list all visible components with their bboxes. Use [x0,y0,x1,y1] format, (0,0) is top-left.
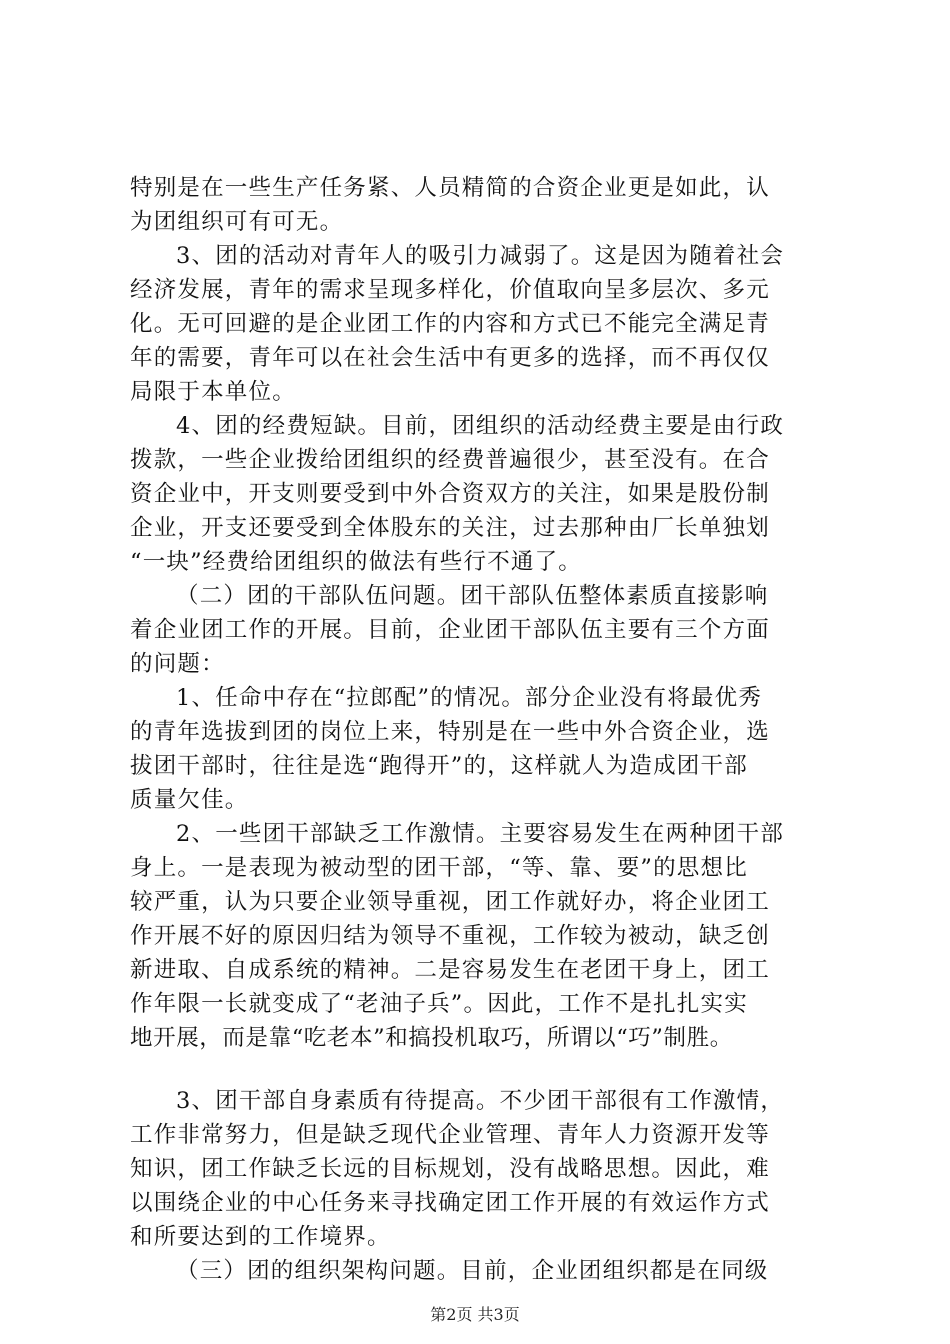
text-line: （三）团的组织架构问题。目前，企业团组织都是在同级 [176,1258,769,1284]
text-line: 着企业团工作的开展。目前，企业团干部队伍主要有三个方面 [130,617,770,643]
text-line: 工作非常努力，但是缺乏现代企业管理、青年人力资源开发等 [130,1122,770,1148]
text-line: 地开展，而是靠“吃老本”和搞投机取巧，所谓以“巧”制胜。 [130,1025,733,1051]
text-line: 企业，开支还要受到全体股东的关注，过去那种由厂长单独划 [130,515,770,541]
text-line: 质量欠佳。 [130,787,249,813]
text-line: 拨款，一些企业拨给团组织的经费普遍很少，甚至没有。在合 [130,447,770,473]
text-line: 化。无可回避的是企业团工作的内容和方式已不能完全满足青 [130,311,770,337]
text-line: 资企业中，开支则要受到中外合资双方的关注，如果是股份制 [130,481,770,507]
text-line: 1、任命中存在“拉郎配”的情况。部分企业没有将最优秀 [176,685,763,711]
text-line: 3、团干部自身素质有待提高。不少团干部很有工作激情， [176,1088,785,1114]
text-line: 作开展不好的原因归结为领导不重视，工作较为被动，缺乏创 [130,923,770,949]
text-line: 年的需要，青年可以在社会生活中有更多的选择，而不再仅仅 [130,345,770,371]
text-line: 经济发展，青年的需求呈现多样化，价值取向呈多层次、多元 [130,277,770,303]
text-line: 的问题： [130,651,225,677]
text-line: 4、团的经费短缺。目前，团组织的活动经费主要是由行政 [176,413,785,439]
text-line: 身上。一是表现为被动型的团干部，“等、靠、要”的思想比 [130,855,748,881]
text-line: 作年限一长就变成了“老油子兵”。因此，工作不是扎扎实实 [130,991,748,1017]
text-line: 为团组织可有可无。 [130,209,344,235]
text-line: 以围绕企业的中心任务来寻找确定团工作开展的有效运作方式 [130,1190,770,1216]
text-line: 3、团的活动对青年人的吸引力减弱了。这是因为随着社会 [176,243,785,269]
text-line: “一块”经费给团组织的做法有些行不通了。 [130,549,583,575]
text-line: 2、一些团干部缺乏工作激情。主要容易发生在两种团干部 [176,821,785,847]
text-line: 新进取、自成系统的精神。二是容易发生在老团干身上，团工 [130,957,770,983]
text-line: 知识，团工作缺乏长远的目标规划，没有战略思想。因此，难 [130,1156,770,1182]
text-line: 较严重，认为只要企业领导重视，团工作就好办，将企业团工 [130,889,770,915]
text-line: 和所要达到的工作境界。 [130,1224,391,1250]
text-line: 的青年选拔到团的岗位上来，特别是在一些中外合资企业，选 [130,719,770,745]
text-line: 拔团干部时，往往是选“跑得开”的，这样就人为造成团干部 [130,753,748,779]
text-line: 特别是在一些生产任务紧、人员精简的合资企业更是如此，认 [130,175,770,201]
page-footer: 第2页 共3页 [430,1305,520,1324]
text-line: （二）团的干部队伍问题。团干部队伍整体素质直接影响 [176,583,769,609]
text-line: 局限于本单位。 [130,379,296,405]
